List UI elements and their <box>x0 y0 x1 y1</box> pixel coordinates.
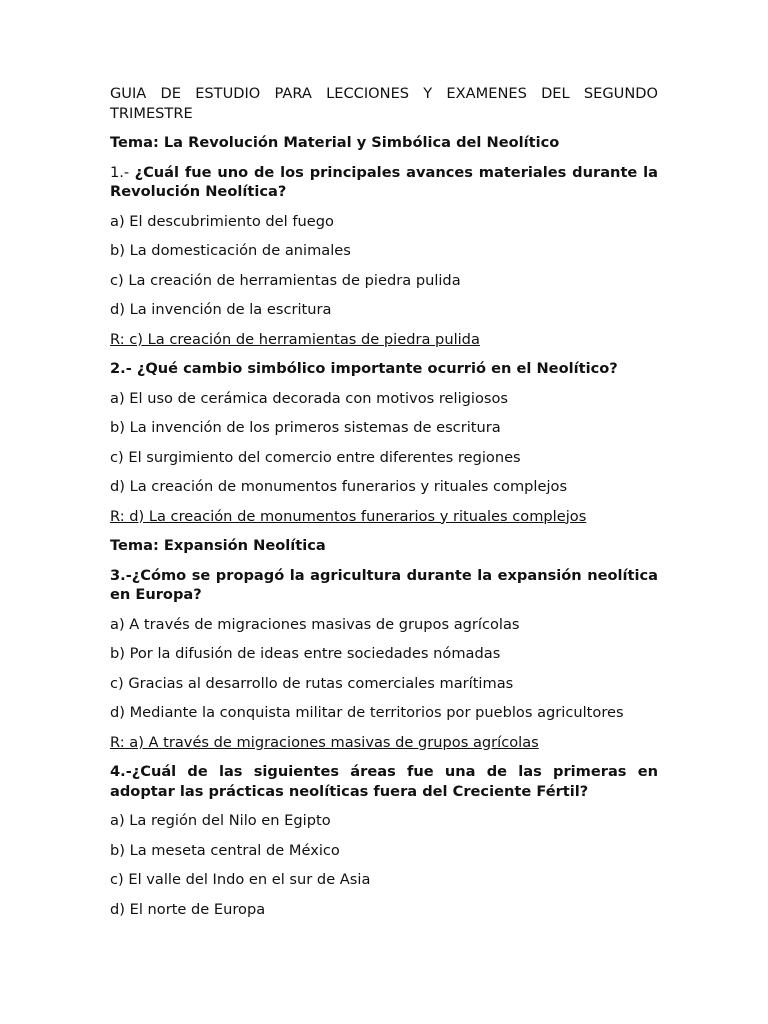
question-number: 2.- <box>110 360 132 377</box>
question-text: ¿Cómo se propagó la agricultura durante la expansión neolítica en Europa? <box>110 566 658 603</box>
option-b: b) La domesticación de animales <box>110 242 351 259</box>
answer: R: c) La creación de herramientas de piedra pulida <box>110 330 480 348</box>
option-d: d) La creación de monumentos funerarios y rituales complejos <box>110 478 568 495</box>
option-b: b) Por la difusión de ideas entre sociedades nómadas <box>110 645 501 662</box>
option-a: a) A través de migraciones masivas de grupos agrícolas <box>110 615 520 633</box>
option-c: c) Gracias al desarrollo de rutas comerciales marítimas <box>110 674 514 692</box>
option-a: a) El uso de cerámica decorada con motivos religiosos <box>110 389 509 407</box>
answer: R: a) A través de migraciones masivas de grupos agrícolas <box>110 733 539 751</box>
answer: R: d) La creación de monumentos funerarios y rituales complejos <box>110 507 587 525</box>
section-heading: Tema: La Revolución Material y Simbólica del Neolítico <box>110 134 560 151</box>
option-d: d) La invención de la escritura <box>110 301 332 318</box>
option-c: c) El surgimiento del comercio entre diferentes regiones <box>110 448 521 466</box>
section-heading: Tema: Expansión Neolítica <box>110 537 326 554</box>
document-page <box>110 84 658 929</box>
option-d: d) Mediante la conquista militar de territorios por pueblos agricultores <box>110 704 624 721</box>
option-b: b) La invención de los primeros sistemas de escritura <box>110 419 501 436</box>
question-text: ¿Cuál fue uno de los principales avances materiales durante la Revolución Neolítica? <box>110 163 659 200</box>
option-c: c) El valle del Indo en el sur de Asia <box>110 871 371 888</box>
question-number: 4.- <box>110 763 132 780</box>
question-text: ¿Cuál de las siguientes áreas fue una de las primeras en adoptar las prácticas neolíticas fuera del Creciente Fértil? <box>110 763 658 800</box>
question-3 <box>110 566 658 605</box>
question-number: 3.- <box>110 566 132 584</box>
document-title: GUIA DE ESTUDIO PARA LECCIONES Y EXAMENES DEL SEGUNDO TRIMESTRE <box>110 85 658 122</box>
question-1 <box>110 163 658 202</box>
option-a: a) El descubrimiento del fuego <box>110 212 334 230</box>
option-d: d) El norte de Europa <box>110 900 266 918</box>
question-number: 1.- <box>110 163 130 181</box>
option-a: a) La región del Nilo en Egipto <box>110 812 331 829</box>
option-b: b) La meseta central de México <box>110 841 340 859</box>
question-4 <box>110 762 658 801</box>
option-c: c) La creación de herramientas de piedra pulida <box>110 271 461 289</box>
question-2 <box>110 359 658 379</box>
question-text: ¿Qué cambio simbólico importante ocurrió en el Neolítico? <box>136 360 618 377</box>
